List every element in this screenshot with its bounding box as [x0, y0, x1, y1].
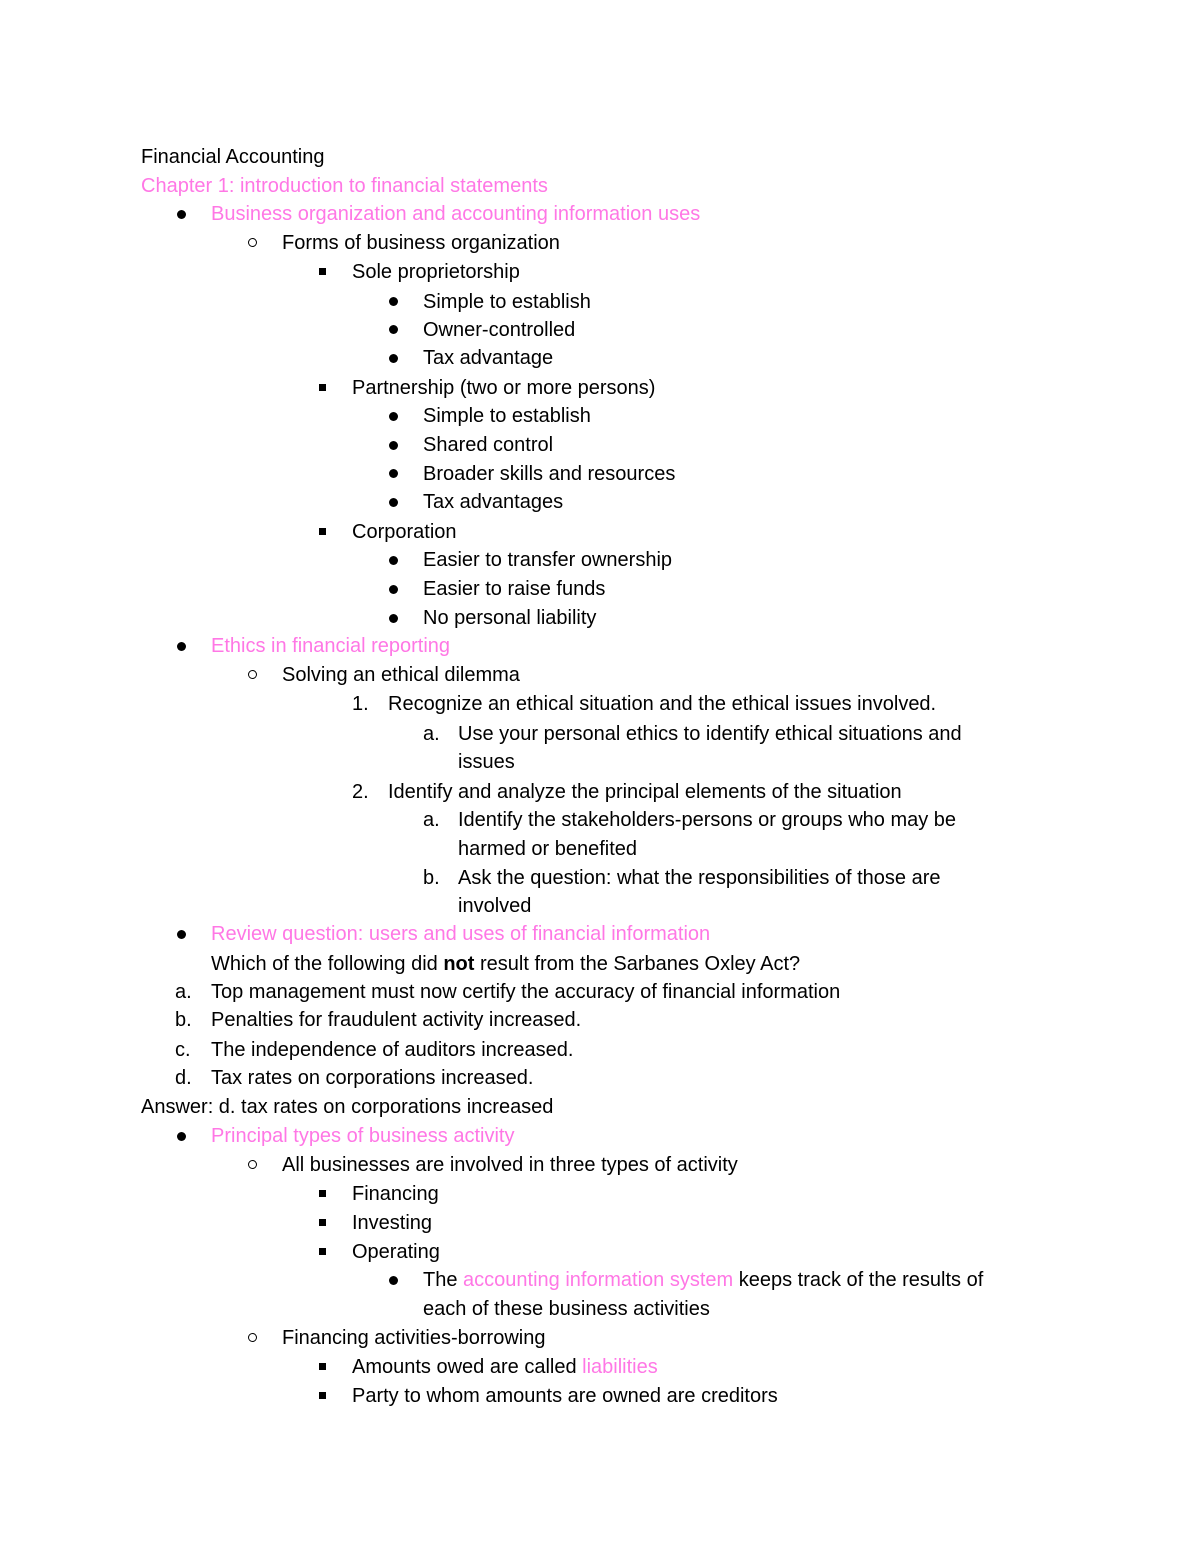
option-letter: c.	[175, 1039, 191, 1061]
liabilities-term: liabilities	[582, 1356, 658, 1378]
list-item: Easier to raise funds	[423, 578, 606, 600]
section-heading-business-organization: Business organization and accounting information uses	[211, 203, 701, 225]
bullet-circle-icon	[248, 1160, 257, 1169]
list-item: Shared control	[423, 434, 554, 456]
list-item-amounts-owed	[352, 1353, 658, 1381]
list-item-ais	[423, 1266, 983, 1294]
list-number: 2.	[352, 781, 369, 803]
ais-text: The	[423, 1269, 464, 1291]
list-item-activity: Financing	[352, 1183, 439, 1205]
list-item: Broader skills and resources	[423, 463, 676, 485]
option-letter: d.	[175, 1067, 192, 1089]
option-letter: b.	[175, 1009, 192, 1031]
list-item-forms: Forms of business organization	[282, 232, 560, 254]
bullet-square-icon	[319, 1219, 326, 1226]
bullet-dot-icon	[389, 556, 398, 565]
bullet-dot-icon	[177, 642, 186, 651]
option-text: Top management must now certify the accuracy of financial information	[211, 981, 841, 1003]
bullet-circle-icon	[248, 670, 257, 679]
bullet-dot-icon	[177, 1132, 186, 1141]
bullet-square-icon	[319, 268, 326, 275]
bullet-dot-icon	[389, 585, 398, 594]
bullet-dot-icon	[177, 930, 186, 939]
list-item-partnership: Partnership (two or more persons)	[352, 377, 656, 399]
list-item-step-1: Recognize an ethical situation and the ethical issues involved.	[388, 693, 937, 715]
list-item-activity: Operating	[352, 1241, 440, 1263]
list-item: No personal liability	[423, 607, 597, 629]
answer-text: Answer: d. tax rates on corporations increased	[141, 1096, 554, 1118]
bullet-dot-icon	[177, 210, 186, 219]
question-text: Which of the following did	[211, 953, 444, 975]
option-letter: a.	[175, 981, 192, 1003]
list-item-ais-continued: each of these business activities	[423, 1298, 710, 1320]
list-item-financing-activities: Financing activities-borrowing	[282, 1327, 546, 1349]
list-letter: a.	[423, 723, 440, 745]
question-text: result from the Sarbanes Oxley Act?	[474, 953, 801, 975]
list-item: Simple to establish	[423, 291, 591, 313]
bullet-square-icon	[319, 384, 326, 391]
list-item-three-types: All businesses are involved in three types of activity	[282, 1154, 738, 1176]
bullet-dot-icon	[389, 354, 398, 363]
section-heading-business-activity: Principal types of business activity	[211, 1125, 515, 1147]
section-heading-ethics: Ethics in financial reporting	[211, 635, 451, 657]
list-item: Tax advantage	[423, 347, 554, 369]
list-item-text: Identify the stakeholders-persons or groups who may be	[458, 809, 957, 831]
question-emphasis: not	[443, 953, 475, 975]
list-item-text: issues	[458, 751, 515, 773]
list-item-sole-proprietorship: Sole proprietorship	[352, 261, 520, 283]
bullet-square-icon	[319, 1190, 326, 1197]
bullet-dot-icon	[389, 297, 398, 306]
ais-text: keeps track of the results of	[733, 1269, 984, 1291]
review-question-text	[211, 950, 800, 978]
list-item-text: harmed or benefited	[458, 838, 638, 860]
bullet-square-icon	[319, 528, 326, 535]
bullet-dot-icon	[389, 441, 398, 450]
list-item: Owner-controlled	[423, 319, 576, 341]
document-title: Financial Accounting	[141, 146, 325, 168]
list-item: Easier to transfer ownership	[423, 549, 673, 571]
list-item: Tax advantages	[423, 491, 564, 513]
owed-text: Amounts owed are called	[352, 1356, 583, 1378]
bullet-dot-icon	[389, 498, 398, 507]
bullet-dot-icon	[389, 412, 398, 421]
list-item-text: Ask the question: what the responsibilities of those are	[458, 867, 941, 889]
list-item: Simple to establish	[423, 405, 591, 427]
list-item-corporation: Corporation	[352, 521, 457, 543]
list-item-activity: Investing	[352, 1212, 433, 1234]
bullet-dot-icon	[389, 469, 398, 478]
bullet-dot-icon	[389, 325, 398, 334]
section-heading-review-question: Review question: users and uses of financial information	[211, 923, 711, 945]
list-item-text: Use your personal ethics to identify ethical situations and	[458, 723, 962, 745]
bullet-dot-icon	[389, 1276, 398, 1285]
list-item-solving-dilemma: Solving an ethical dilemma	[282, 664, 520, 686]
list-item-creditors: Party to whom amounts are owned are creditors	[352, 1385, 778, 1407]
bullet-square-icon	[319, 1248, 326, 1255]
bullet-circle-icon	[248, 1333, 257, 1342]
bullet-dot-icon	[389, 614, 398, 623]
list-item-text: involved	[458, 895, 532, 917]
list-number: 1.	[352, 693, 369, 715]
option-text: Penalties for fraudulent activity increased.	[211, 1009, 582, 1031]
option-text: Tax rates on corporations increased.	[211, 1067, 534, 1089]
bullet-square-icon	[319, 1363, 326, 1370]
list-item-step-2: Identify and analyze the principal elements of the situation	[388, 781, 902, 803]
bullet-square-icon	[319, 1392, 326, 1399]
chapter-heading: Chapter 1: introduction to financial statements	[141, 175, 548, 197]
list-letter: a.	[423, 809, 440, 831]
ais-term: accounting information system	[463, 1269, 734, 1291]
option-text: The independence of auditors increased.	[211, 1039, 574, 1061]
list-letter: b.	[423, 867, 440, 889]
bullet-circle-icon	[248, 238, 257, 247]
